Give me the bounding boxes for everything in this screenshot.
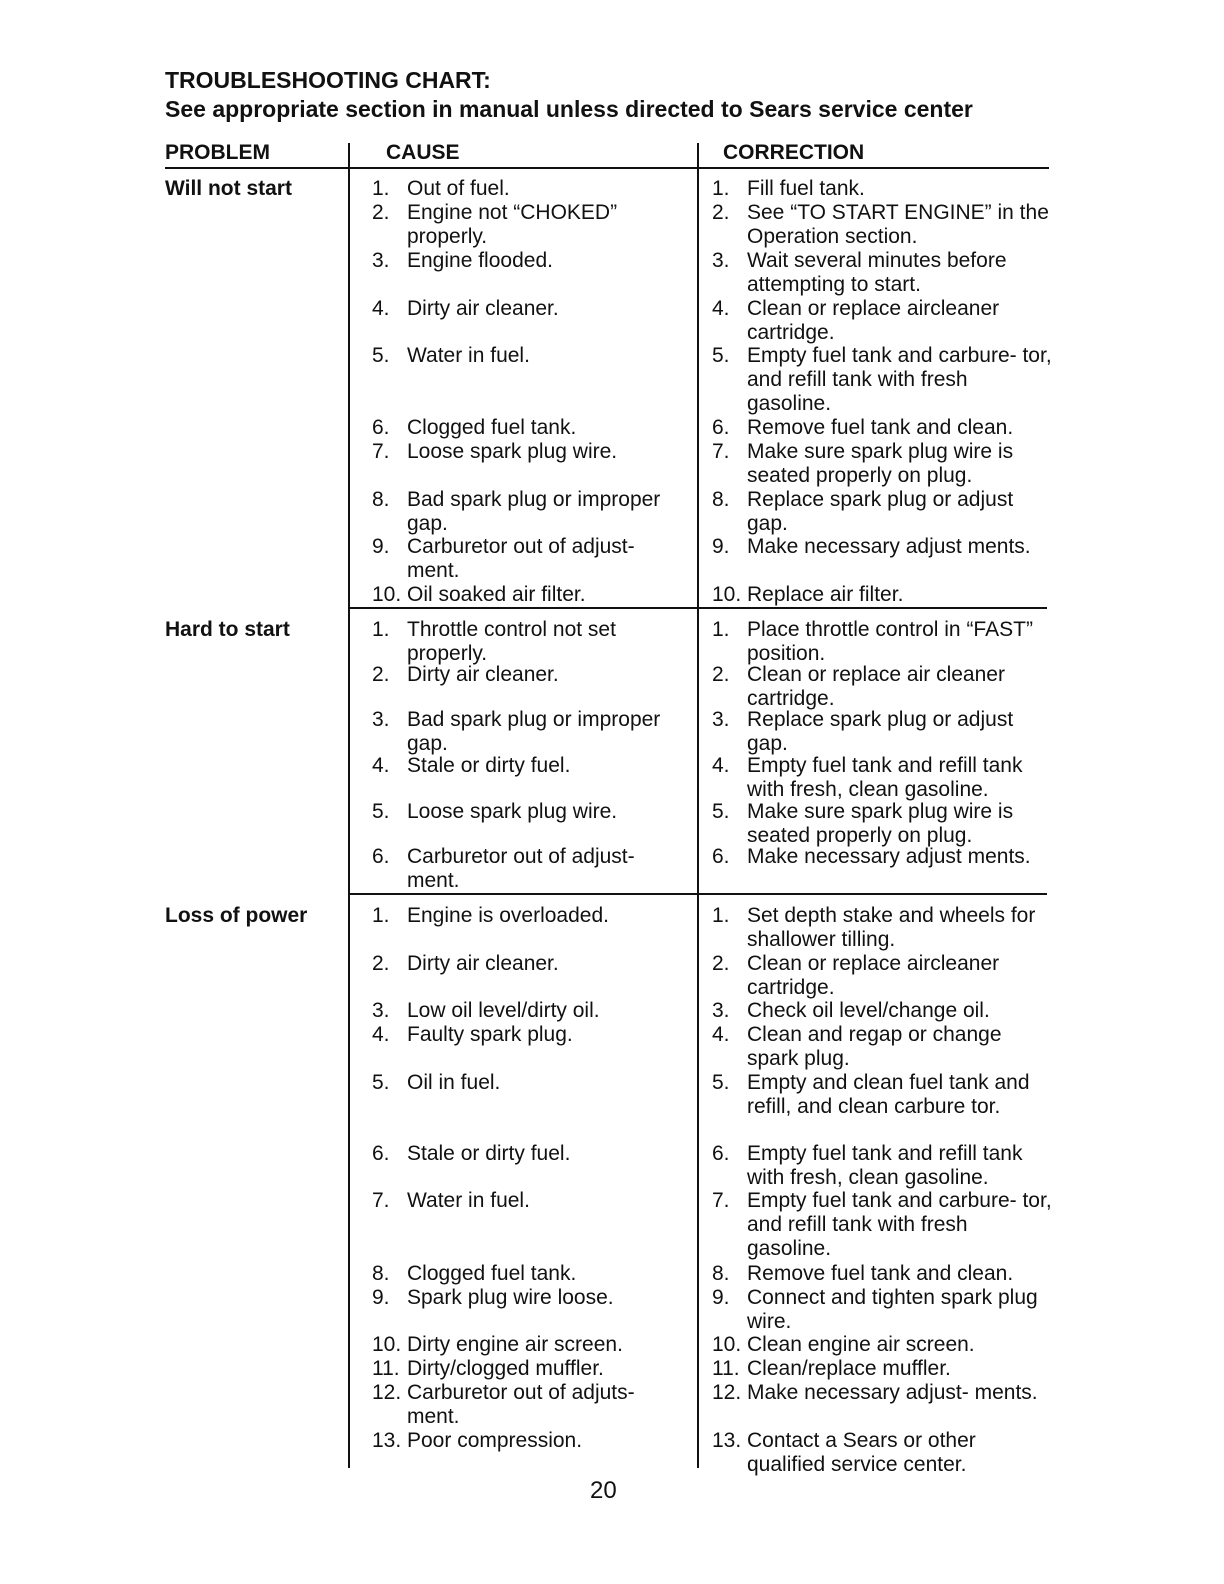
correction-item: 1. Place throttle control in “FAST” position. <box>712 618 1033 665</box>
column-divider <box>348 143 350 1468</box>
correction-item: 7. Empty fuel tank and carbure- tor, and refill tank with fresh gasoline. <box>712 1189 1052 1260</box>
correction-item: 3. Wait several minutes before attempting to start. <box>712 249 1007 296</box>
cause-item: 9. Carburetor out of adjust- ment. <box>372 535 635 582</box>
problem-label: Will not start <box>165 177 292 200</box>
cause-item: 7. Water in fuel. <box>372 1189 530 1212</box>
correction-item: 4. Empty fuel tank and refill tank with fresh, clean gasoline. <box>712 754 1023 801</box>
correction-item: 6. Remove fuel tank and clean. <box>712 416 1014 439</box>
problem-label: Hard to start <box>165 618 290 641</box>
section-divider <box>350 607 1047 609</box>
cause-item: 6. Stale or dirty fuel. <box>372 1142 571 1165</box>
cause-item: 4. Stale or dirty fuel. <box>372 754 571 777</box>
correction-item: 1. Set depth stake and wheels for shallower tilling. <box>712 904 1036 951</box>
cause-item: 3. Low oil level/dirty oil. <box>372 999 600 1022</box>
cause-item: 8. Bad spark plug or improper gap. <box>372 488 661 535</box>
correction-item: 2. Clean or replace aircleaner cartridge. <box>712 952 1000 999</box>
page-subtitle: See appropriate section in manual unless directed to Sears service center <box>165 96 973 122</box>
problem-label: Loss of power <box>165 904 308 927</box>
correction-item: 6. Empty fuel tank and refill tank with fresh, clean gasoline. <box>712 1142 1023 1189</box>
correction-item: 13. Contact a Sears or other qualified service center. <box>712 1429 976 1476</box>
correction-item: 8. Replace spark plug or adjust gap. <box>712 488 1014 535</box>
cause-item: 1. Out of fuel. <box>372 177 510 200</box>
correction-item: 8. Remove fuel tank and clean. <box>712 1262 1014 1285</box>
column-header-problem: PROBLEM <box>165 141 270 164</box>
cause-item: 12. Carburetor out of adjuts- ment. <box>372 1381 635 1428</box>
correction-item: 2. Clean or replace air cleaner cartridge. <box>712 663 1005 710</box>
correction-item: 2. See “TO START ENGINE” in the Operation section. <box>712 201 1049 248</box>
cause-item: 6. Clogged fuel tank. <box>372 416 577 439</box>
column-header-cause: CAUSE <box>386 141 460 164</box>
correction-item: 3. Check oil level/change oil. <box>712 999 990 1022</box>
cause-item: 1. Throttle control not set properly. <box>372 618 616 665</box>
correction-item: 11. Clean/replace muffler. <box>712 1357 951 1380</box>
section-divider <box>350 893 1047 895</box>
column-divider <box>697 143 699 1468</box>
cause-item: 11. Dirty/clogged muffler. <box>372 1357 604 1380</box>
correction-item: 4. Clean or replace aircleaner cartridge. <box>712 297 1000 344</box>
page-number: 20 <box>590 1477 617 1504</box>
header-divider <box>165 167 1049 169</box>
cause-item: 5. Loose spark plug wire. <box>372 800 618 823</box>
cause-item: 10. Dirty engine air screen. <box>372 1333 623 1356</box>
correction-item: 5. Empty and clean fuel tank and refill, and clean carbure tor. <box>712 1071 1030 1118</box>
cause-item: 6. Carburetor out of adjust- ment. <box>372 845 635 892</box>
cause-item: 2. Dirty air cleaner. <box>372 952 559 975</box>
cause-item: 7. Loose spark plug wire. <box>372 440 618 463</box>
cause-item: 4. Faulty spark plug. <box>372 1023 573 1046</box>
page-title: TROUBLESHOOTING CHART: <box>165 67 491 93</box>
correction-item: 1. Fill fuel tank. <box>712 177 865 200</box>
cause-item: 9. Spark plug wire loose. <box>372 1286 614 1309</box>
column-header-correction: CORRECTION <box>723 141 865 164</box>
correction-item: 5. Empty fuel tank and carbure- tor, and refill tank with fresh gasoline. <box>712 344 1052 415</box>
correction-item: 9. Make necessary adjust ments. <box>712 535 1031 558</box>
cause-item: 5. Water in fuel. <box>372 344 530 367</box>
correction-item: 12. Make necessary adjust- ments. <box>712 1381 1038 1404</box>
cause-item: 13. Poor compression. <box>372 1429 583 1452</box>
cause-item: 8. Clogged fuel tank. <box>372 1262 577 1285</box>
cause-item: 3. Bad spark plug or improper gap. <box>372 708 661 755</box>
correction-item: 7. Make sure spark plug wire is seated properly on plug. <box>712 440 1014 487</box>
correction-item: 4. Clean and regap or change spark plug. <box>712 1023 1002 1070</box>
cause-item: 10. Oil soaked air filter. <box>372 583 586 606</box>
cause-item: 3. Engine flooded. <box>372 249 553 272</box>
correction-item: 10. Clean engine air screen. <box>712 1333 975 1356</box>
correction-item: 5. Make sure spark plug wire is seated properly on plug. <box>712 800 1014 847</box>
correction-item: 6. Make necessary adjust ments. <box>712 845 1031 868</box>
cause-item: 1. Engine is overloaded. <box>372 904 609 927</box>
correction-item: 3. Replace spark plug or adjust gap. <box>712 708 1014 755</box>
cause-item: 4. Dirty air cleaner. <box>372 297 559 320</box>
cause-item: 2. Engine not “CHOKED” properly. <box>372 201 618 248</box>
cause-item: 2. Dirty air cleaner. <box>372 663 559 686</box>
correction-item: 9. Connect and tighten spark plug wire. <box>712 1286 1038 1333</box>
cause-item: 5. Oil in fuel. <box>372 1071 501 1094</box>
correction-item: 10. Replace air filter. <box>712 583 904 606</box>
